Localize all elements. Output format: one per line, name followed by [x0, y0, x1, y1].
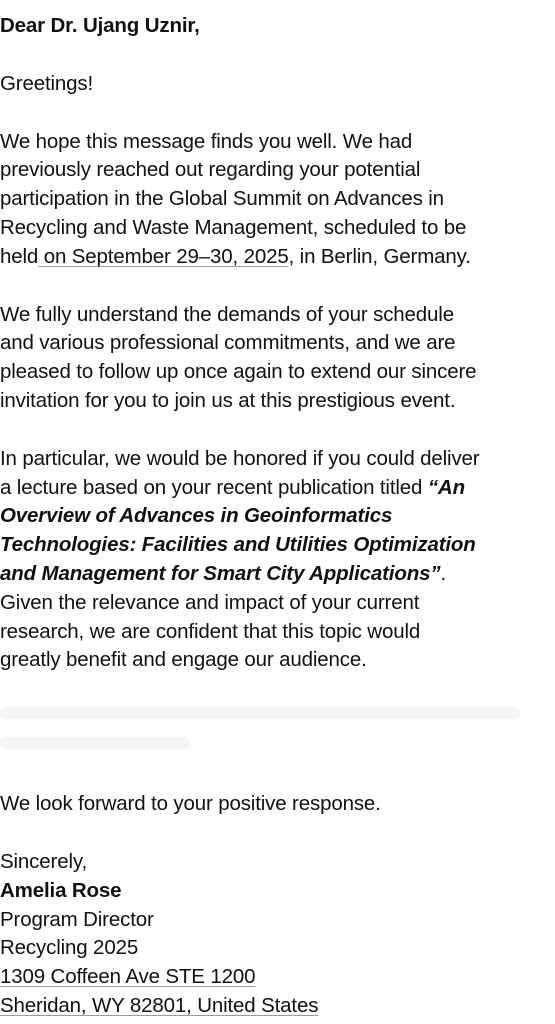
text-line: research, we are confident that this topic would [0, 619, 421, 643]
text-line: previously reached out regarding your potential [0, 158, 421, 182]
publication-title: and Management for Smart City Applications” [0, 561, 441, 585]
salutation: Dear Dr. Ujang Uznir, [0, 14, 200, 37]
paragraph-intro [0, 128, 555, 272]
address-line-1-link[interactable]: 1309 Coffeen Ave STE 1200 [0, 965, 256, 989]
signer-name: Amelia Rose [0, 878, 122, 902]
publication-title: Technologies: Facilities and Utilities Optimization [0, 533, 476, 557]
faded-paragraph [0, 675, 555, 761]
text-line: held on September 29–30, 2025, in Berlin, Germany. [0, 244, 471, 268]
text-line: and various professional commitments, and we are [0, 331, 456, 355]
text-line: greatly benefit and engage our audience. [0, 648, 367, 672]
text-line: participation in the Global Summit on Advances in [0, 187, 444, 211]
text-line: pleased to follow up once again to extend our sincere [0, 360, 477, 384]
text-line: Recycling and Waste Management, scheduled to be [0, 215, 467, 239]
paragraph-followup [0, 301, 555, 416]
publication-title: Overview of Advances in Geoinformatics [0, 504, 393, 528]
text-line: invitation for you to join us at this prestigious event. [0, 388, 456, 412]
text-line: a lecture based on your recent publication titled “An [0, 475, 465, 499]
text-line: Given the relevance and impact of your current [0, 590, 420, 614]
signature-block [0, 848, 555, 1021]
text-line: In particular, we would be honored if you could deliver [0, 446, 480, 470]
letter-body [0, 12, 555, 1021]
address-line-2-link[interactable]: Sheridan, WY 82801, United States [0, 993, 319, 1017]
signer-organization: Recycling 2025 [0, 936, 139, 960]
greeting: Greetings! [0, 71, 94, 95]
text-line: and Management for Smart City Applications”. [0, 561, 446, 585]
faded-line [0, 737, 190, 749]
paragraph-lecture-request [0, 445, 555, 675]
text-line: We hope this message finds you well. We had [0, 129, 413, 153]
publication-title: “An [427, 475, 465, 499]
signoff: Sincerely, [0, 849, 87, 873]
faded-line [0, 707, 520, 719]
event-date-link[interactable]: on September 29–30, 2025 [38, 244, 289, 268]
closing-line: We look forward to your positive response. [0, 792, 381, 816]
text-line: We fully understand the demands of your schedule [0, 302, 454, 326]
signer-title: Program Director [0, 907, 154, 931]
